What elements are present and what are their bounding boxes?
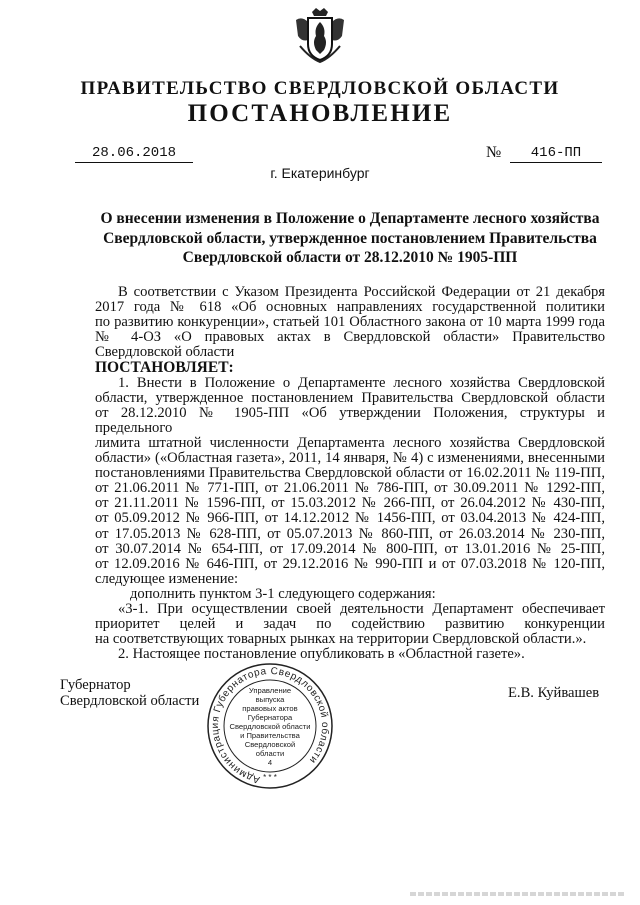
signatory-name: Е.В. Куйвашев: [508, 685, 600, 701]
item1-line: от 21.11.2011 № 1596-ПП, от 15.03.2012 № 266-ПП, от 26.04.2012 № 430-ПП,: [95, 495, 605, 512]
item1-line: от 28.12.2010 № 1905-ПП «Об утверждении Положения, структуры и предельного: [95, 404, 605, 436]
document-date: 28.06.2018: [75, 145, 193, 163]
coat-of-arms-emblem: [292, 6, 348, 69]
title-line: Свердловской области от 28.12.2010 № 1905-ПП: [182, 249, 518, 266]
item1-line: области, утвержденное постановлением Правительства Свердловской области: [95, 389, 605, 406]
item1-line: от 12.09.2016 № 646-ПП, от 29.12.2016 № 990-ПП и от 07.03.2018 № 120-ПП,: [95, 555, 605, 572]
document-body: [95, 285, 605, 662]
position-line: Губернатор: [60, 677, 131, 693]
footer-print-mark: [410, 892, 625, 896]
signatory-position: [60, 678, 199, 709]
organization-name: ПРАВИТЕЛЬСТВО СВЕРДЛОВСКОЙ ОБЛАСТИ: [80, 78, 560, 99]
stamp-line: выпуска: [255, 695, 285, 704]
title-line: Свердловской области, утвержденное постановлением Правительства: [103, 229, 597, 247]
preamble-line: по развитию конкуренции», статьей 101 Областного закона от 10 марта 1999 года: [95, 314, 605, 331]
item1-line: следующее изменение:: [95, 570, 239, 587]
city: г. Екатеринбург: [270, 165, 370, 181]
clause-line: на соответствующих товарных рынках на территории Свердловской области.».: [95, 631, 587, 648]
position-line: Свердловской области: [60, 692, 200, 709]
item1-line: лимита штатной численности Департамента лесного хозяйства Свердловской: [95, 434, 605, 451]
document-title: [100, 209, 600, 268]
resolves-heading: ПОСТАНОВЛЯЕТ:: [95, 359, 234, 377]
item1-line: 1. Внести в Положение о Департаменте лесного хозяйства Свердловской: [118, 374, 605, 391]
stamp-line: Свердловской: [244, 740, 296, 749]
item1-line: от 17.05.2013 № 628-ПП, от 05.07.2013 № 860-ПП, от 26.03.2014 № 230-ПП,: [95, 525, 605, 542]
title-line: О внесении изменения в Положение о Департаменте лесного хозяйства: [100, 210, 600, 227]
stamp-ring-text: Администрация Губернатора Свердловской области: [210, 665, 331, 785]
stamp-line: Свердловской области: [229, 722, 311, 731]
preamble-line: 2017 года № 618 «Об основных направлениях государственной политики: [95, 299, 605, 316]
item2-line: 2. Настоящее постановление опубликовать в «Областной газете».: [118, 646, 525, 663]
preamble-line: № 4-ОЗ «О правовых актах в Свердловской области» Правительство: [95, 329, 605, 346]
supplement-line: дополнить пунктом 3-1 следующего содержания:: [130, 585, 436, 602]
document-type: ПОСТАНОВЛЕНИЕ: [187, 100, 453, 127]
stamp-line: Управление: [248, 686, 292, 695]
item1-line: от 21.06.2011 № 771-ПП, от 21.06.2011 № 786-ПП, от 30.09.2011 № 1292-ПП,: [95, 480, 605, 497]
stamp-line: правовых актов: [242, 704, 298, 713]
stamp-line: и Правительства: [240, 731, 300, 740]
stamp-line: Губернатора: [247, 713, 293, 722]
stamp-line: 4: [267, 758, 273, 767]
item1-line: области» («Областная газета», 2011, 14 января, № 4) с изменениями, внесенными: [95, 450, 605, 467]
preamble-line: В соответствии с Указом Президента Российской Федерации от 21 декабря: [118, 284, 605, 300]
item1-line: постановлениями Правительства Свердловской области от 16.02.2011 № 119-ПП,: [95, 465, 605, 482]
clause-line: «3-1. При осуществлении своей деятельности Департамент обеспечивает: [118, 600, 605, 617]
item1-line: от 05.09.2012 № 966-ПП, от 14.12.2012 № 1456-ПП, от 03.04.2013 № 424-ПП,: [95, 510, 605, 527]
clause-line: приоритет целей и задач по содействию развитию конкуренции: [95, 616, 605, 633]
stamp-line: области: [255, 749, 285, 758]
document-number: 416-ПП: [510, 145, 602, 163]
preamble-line: Свердловской области: [95, 344, 235, 361]
number-label: №: [486, 144, 502, 161]
stamp-stars: * * *: [263, 773, 277, 782]
official-stamp: [200, 660, 340, 800]
item1-line: от 30.07.2014 № 654-ПП, от 17.09.2014 № 800-ПП, от 13.01.2016 № 25-ПП,: [95, 540, 605, 557]
